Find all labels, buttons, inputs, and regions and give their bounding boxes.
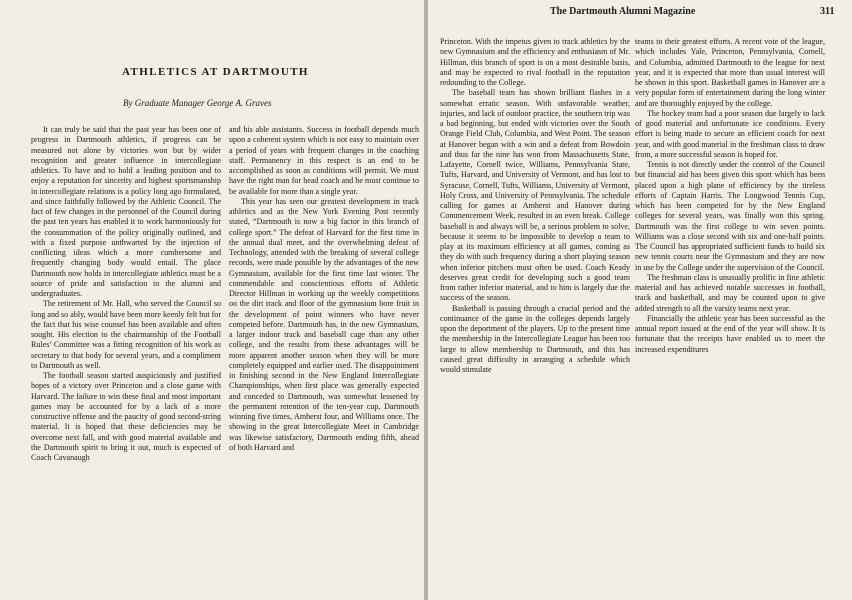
left-page — [0, 0, 424, 600]
paragraph: teams to their greatest efforts. A recent vote of the league, which includes Yale, Princeton, Pennsylvania, Cornell, and Columbia, admitted Dartmouth to the league for next year, and it is expected that more than usual interest will be shown in this sport. Basketball games in Hanover are a very popular form of entertainment during the long winter and are thoroughly enjoyed by the college. — [635, 37, 825, 108]
paragraph: and his able assistants. Success in football depends much upon a coherent system which is not easy to maintain over a period of years with frequent changes in the coaching staff. Permanency in this respect is an end to be accomplished as soon as conditions will permit. We must have the right man for head coach and he must continue to be available for more than a single year. — [229, 125, 419, 196]
article-title: ATHLETICS AT DARTMOUTH — [122, 66, 309, 78]
article-byline: By Graduate Manager George A. Graves — [123, 98, 272, 108]
paragraph: It can truly be said that the past year has been one of progress in Dartmouth athletics, if progress can be measured not alone by victories won but by wider recognition and greater influence in intercollegiate athletics. To have and to hold a leading position and to enjoy a reputation for sincerity and highest sportsmanship in intercollegiate relations is a policy long ago formulated, and since faithfully followed by the Athletic Council. The fact of few changes in the personnel of the Council during the past ten years has enabled it to work harmoniously for the consummation of the policy originally outlined, and with a fixed purpose unthwarted by the injection of conflicting ideas which a more cumbersome and frequently changing body would entail. The place Dartmouth now holds in intercollegiate athletics must be a source of pride and satisfaction to the alumni and undergraduates. — [31, 125, 221, 298]
left-column-2 — [229, 125, 419, 577]
right-column-1 — [440, 37, 630, 565]
left-column-1 — [31, 125, 221, 573]
paragraph: The retirement of Mr. Hall, who served the Council so long and so ably, would have been more keenly felt but for the fact that his wise counsel has been available and often sought. His election to the chairmanship of the Football Rules’ Committee was a fitting recognition of his work as secretary to that body for several years, and a compliment to Dartmouth as well. — [31, 299, 221, 370]
paragraph: The football season started auspiciously and justified hopes of a victory over Princeton and a close game with Harvard. The failure to win these final and most important games may be accounted for by a lack of a more constructive offense and the paucity of good second-string material. It is hoped that these deficiencies may be overcome next fall, and with good material available and the Dartmouth spirit to bring it out, much is expected of Coach Cavanaugh — [31, 371, 221, 462]
right-page — [428, 0, 852, 600]
paragraph: The hockey team had a poor season due largely to lack of good material and unfortunate ice conditions. Every effort is being made to secure an efficient coach for next year, and with good material in the freshman class to draw from, a more successful season is hoped for. — [635, 108, 825, 159]
paragraph: Princeton. With the impetus given to track athletics by the new Gymnasium and the efficiency and enthusiasm of Mr. Hillman, this branch of sport is on a most desirable basis, and may be expected to rival football in the reputation redounding to the College. — [440, 37, 630, 87]
page-number: 311 — [820, 6, 835, 17]
paragraph: Tennis is not directly under the control of the Council but financial aid has been given this sport which has been placed upon a high plane of efficiency by the tireless efforts of Captain Harris. The Longwood Tennis Cup, which has been competed for by the New England colleges for several years, was finally won this spring. Dartmouth was the first college to win seven points. Williams was a close second with six and one-half points. The Council has appropriated sufficient funds to build six new tennis courts near the Gymnasium and they are now in use by the College under the supervision of the Council. — [635, 160, 825, 272]
running-head: The Dartmouth Alumni Magazine — [550, 6, 696, 17]
paragraph: Financially the athletic year has been successful as the annual report issued at the end of the year will show. It is fortunate that the receipts have enabled us to meet the increased expenditures — [635, 313, 825, 354]
paragraph: Basketball is passing through a crucial period and the continuance of the game in the colleges depends largely upon the deportment of the players. Up to the present time the membership in the Intercollegiate League has been too large to allow membership to Dartmouth, and this has caused great difficulty in arranging a schedule which would stimulate — [440, 303, 630, 374]
paragraph: This year has seen our greatest development in track athletics and as the New York Evening Post recently stated, “Dartmouth is now a big factor in this branch of college sport.” The defeat of Harvard for the first time in the annual dual meet, and the overwhelming defeat of Technology, attended with the breaking of several college records, were made possible by the advantages of the new Gymnasium, available for the first time last winter. The commendable and conscientious efforts of Athletic Director Hillman in working up the weekly competitions on the dirt track and floor of the gymnasium bore fruit in the development of point winners who have never competed before. Dartmouth has, in the new Gymnasium, a larger indoor track and baseball cage than any other college, and the results from these advantages will be more apparent another season when they will be more completely equipped and earlier used. The disappointment in finishing second in the New England Intercollegiate Championships, when first place was generally expected and conceded to Dartmouth, was somewhat lessened by the permanent retention of the ten-year cup, Dartmouth winning five times, Amherst four, and Williams once. The showing in the great Intercollegiate Meet in Cambridge was likewise satisfactory, Dartmouth ending fifth, ahead of both Harvard and — [229, 196, 419, 452]
paragraph: The freshman class is unusually prolific in fine athletic material and has achieved notable successes in football, track and basketball, and may be counted upon to give added strength to all the varsity teams next year. — [635, 272, 825, 313]
right-column-2 — [635, 37, 825, 565]
paragraph: The baseball team has shown brilliant flashes in a somewhat erratic season. With unfavorable weather, injuries, and lack of outdoor practice, the southern trip was a bad beginning, but ended with victories over the South Orange Field Club, Columbia, and West Point. The season at Hanover began with a win and a defeat from Bowdoin and thus far the nine has won from Massachusetts State, Lafayette, Cornell twice, Williams, Pennsylvania State, Tufts, Harvard, and University of Vermont, and has lost to Syracuse, Cornell, Tufts, Williams, University of Vermont, Holy Cross, and University of Pennsylvania. The schedule calling for games at Amherst and Hanover during Commencement Week, resulted in an even break. College baseball is and always will be, a serious problem to solve, because it seems to be impossible to develop a team to play at its maximum efficiency at all games, coming as they do with such frequency during a short playing season when inferior pitchers must often be used. Coach Keady deserves great credit for developing such a good team from rather inferior material, and to him is largely due the success of the season. — [440, 88, 630, 303]
